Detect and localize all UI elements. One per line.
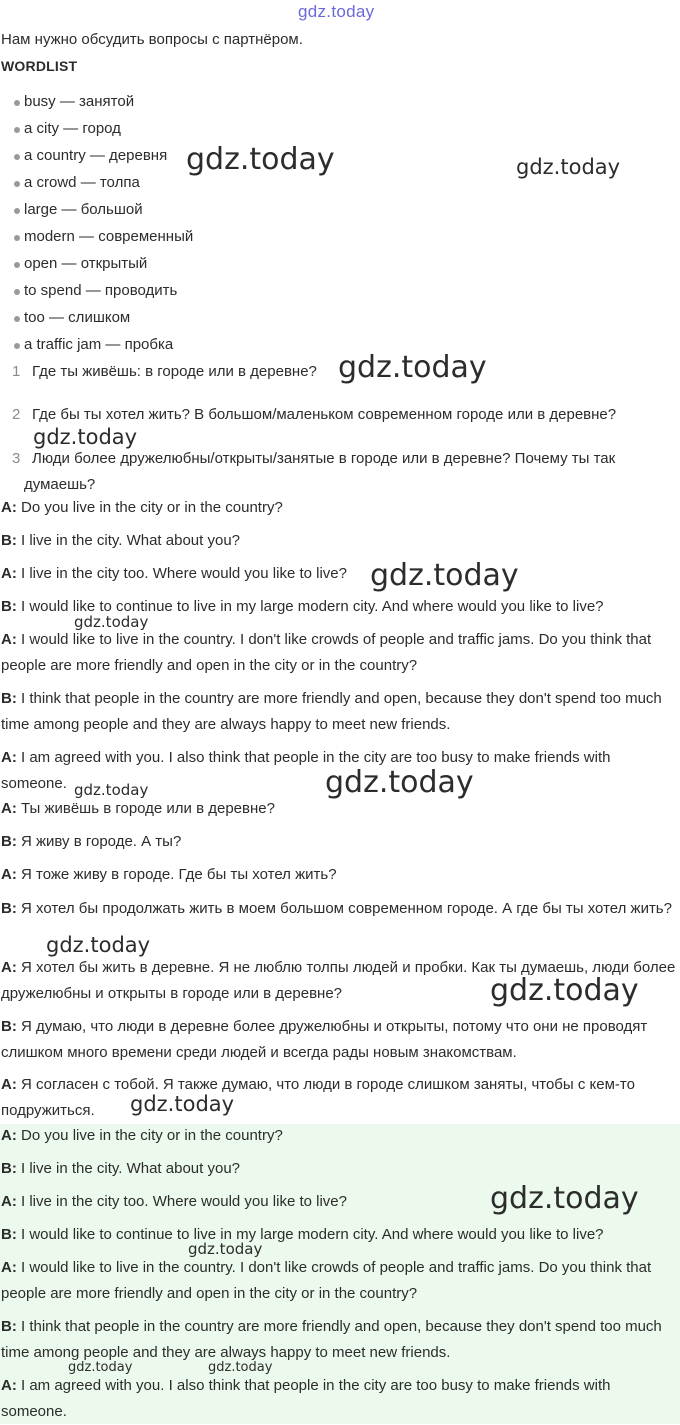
list-item: to spend — проводить	[24, 282, 178, 299]
bullet-icon	[14, 316, 20, 322]
dialogue-text: I would like to live in the country. I don't like crowds of people and traffic jams. Do you think that people are more friendly and open in the city or in the country?	[1, 1259, 652, 1302]
dialogue-line	[1, 1014, 680, 1066]
list-item: a city — город	[24, 120, 121, 137]
dialogue-text: I think that people in the country are more friendly and open, because they don't spend too much time among people and they are always happy to meet new friends.	[1, 1318, 662, 1361]
dialogue-text: I live in the city. What about you?	[21, 532, 241, 549]
watermark-text: gdz.today	[68, 1360, 133, 1375]
speaker-label: A:	[1, 1377, 17, 1394]
dialogue-line	[1, 1314, 680, 1366]
list-item: modern — современный	[24, 228, 194, 245]
question-number: 3	[12, 450, 21, 467]
speaker-label: A:	[1, 1259, 17, 1276]
speaker-label: A:	[1, 565, 17, 582]
dialogue-text: I am agreed with you. I also think that people in the city are too busy to make friends with someone.	[1, 749, 611, 792]
dialogue-text: Ты живёшь в городе или в деревне?	[21, 800, 275, 817]
speaker-label: A:	[1, 1076, 17, 1093]
speaker-label: B:	[1, 690, 17, 707]
list-item: large — большой	[24, 201, 143, 218]
watermark-text: gdz.today	[516, 155, 621, 179]
list-item: too — слишком	[24, 309, 131, 326]
bullet-icon	[14, 154, 20, 160]
question-text: Где бы ты хотел жить? В большом/маленьком современном городе или в деревне?	[32, 406, 617, 423]
wordlist-heading: WORDLIST	[1, 58, 78, 74]
bullet-icon	[14, 262, 20, 268]
speaker-label: B:	[1, 1226, 17, 1243]
dialogue-text: Do you live in the city or in the country?	[21, 1127, 283, 1144]
dialogue-text: I would like to continue to live in my large modern city. And where would you like to live?	[21, 1226, 604, 1243]
speaker-label: B:	[1, 1160, 17, 1177]
watermark-text: gdz.today	[74, 613, 149, 631]
speaker-label: A:	[1, 800, 17, 817]
dialogue-text: I live in the city too. Where would you like to live?	[21, 1193, 347, 1210]
watermark-text: gdz.today	[186, 142, 335, 177]
speaker-label: A:	[1, 959, 17, 976]
speaker-label: B:	[1, 532, 17, 549]
watermark-text: gdz.today	[188, 1240, 263, 1258]
list-item: a country — деревня	[24, 147, 168, 164]
watermark-text: gdz.today	[46, 933, 151, 957]
bullet-icon	[14, 343, 20, 349]
dialogue-text: I live in the city too. Where would you like to live?	[21, 565, 347, 582]
speaker-label: A:	[1, 499, 17, 516]
dialogue-text: Я тоже живу в городе. Где бы ты хотел жить?	[21, 866, 337, 883]
dialogue-text: Я думаю, что люди в деревне более дружелюбны и открыты, потому что они не проводят слишком много времени среди людей и всегда рады новым знакомствам.	[1, 1018, 648, 1061]
bullet-icon	[14, 289, 20, 295]
dialogue-text: Я хотел бы продолжать жить в моем большом современном городе. А где бы ты хотел жить?	[21, 900, 672, 917]
dialogue-text: Я живу в городе. А ты?	[21, 833, 182, 850]
dialogue-text: I would like to continue to live in my large modern city. And where would you like to live?	[21, 598, 604, 615]
dialogue-line	[1, 686, 680, 738]
speaker-label: A:	[1, 866, 17, 883]
speaker-label: B:	[1, 900, 17, 917]
dialogue-text: I would like to live in the country. I don't like crowds of people and traffic jams. Do you think that people are more friendly and open in the city or in the country?	[1, 631, 652, 674]
dialogue-line	[1, 495, 680, 521]
watermark-text: gdz.today	[74, 781, 149, 799]
dialogue-line	[1, 561, 680, 587]
bullet-icon	[14, 208, 20, 214]
dialogue-text: Я согласен с тобой. Я также думаю, что люди в городе слишком заняты, чтобы с кем-то подружиться.	[1, 1076, 635, 1119]
dialogue-line	[1, 627, 680, 679]
list-item: busy — занятой	[24, 93, 135, 110]
dialogue-line	[1, 1156, 680, 1182]
speaker-label: A:	[1, 1193, 17, 1210]
speaker-label: B:	[1, 598, 17, 615]
dialogue-line	[1, 1123, 680, 1149]
dialogue-text: I think that people in the country are more friendly and open, because they don't spend too much time among people and they are always happy to meet new friends.	[1, 690, 662, 733]
dialogue-line	[1, 896, 680, 922]
list-item: a crowd — толпа	[24, 174, 140, 191]
watermark-text: gdz.today	[490, 1181, 639, 1216]
intro-text: Нам нужно обсудить вопросы с партнёром.	[1, 31, 303, 48]
speaker-label: B:	[1, 1018, 17, 1035]
header-watermark: gdz.today	[298, 2, 375, 21]
question-number: 1	[12, 363, 21, 380]
speaker-label: B:	[1, 1318, 17, 1335]
dialogue-line	[1, 528, 680, 554]
watermark-text: gdz.today	[130, 1092, 235, 1116]
watermark-text: gdz.today	[338, 350, 487, 385]
speaker-label: A:	[1, 631, 17, 648]
watermark-text: gdz.today	[490, 973, 639, 1008]
question-text: Где ты живёшь: в городе или в деревне?	[32, 363, 317, 380]
watermark-text: gdz.today	[208, 1360, 273, 1375]
list-item: open — открытый	[24, 255, 148, 272]
speaker-label: B:	[1, 833, 17, 850]
dialogue-line	[1, 1373, 680, 1425]
watermark-text: gdz.today	[33, 425, 138, 449]
question-text: Люди более дружелюбны/открыты/занятые в городе или в деревне? Почему ты так думаешь?	[24, 450, 616, 493]
speaker-label: A:	[1, 749, 17, 766]
dialogue-line	[1, 862, 680, 888]
speaker-label: A:	[1, 1127, 17, 1144]
dialogue-text: Я хотел бы жить в деревне. Я не люблю толпы людей и пробки. Как ты думаешь, люди более дружелюбны и открыты в городе или в деревне?	[1, 959, 676, 1002]
dialogue-text: Do you live in the city or in the country?	[21, 499, 283, 516]
question-number: 2	[12, 406, 21, 423]
bullet-icon	[14, 127, 20, 133]
watermark-text: gdz.today	[370, 558, 519, 593]
dialogue-line	[1, 1072, 680, 1124]
dialogue-text: I live in the city. What about you?	[21, 1160, 241, 1177]
list-item: a traffic jam — пробка	[24, 336, 174, 353]
watermark-text: gdz.today	[325, 765, 474, 800]
dialogue-line	[1, 1222, 680, 1248]
dialogue-line	[1, 1255, 680, 1307]
dialogue-text: I am agreed with you. I also think that people in the city are too busy to make friends with someone.	[1, 1377, 611, 1420]
bullet-icon	[14, 100, 20, 106]
bullet-icon	[14, 181, 20, 187]
bullet-icon	[14, 235, 20, 241]
dialogue-line	[1, 829, 680, 855]
